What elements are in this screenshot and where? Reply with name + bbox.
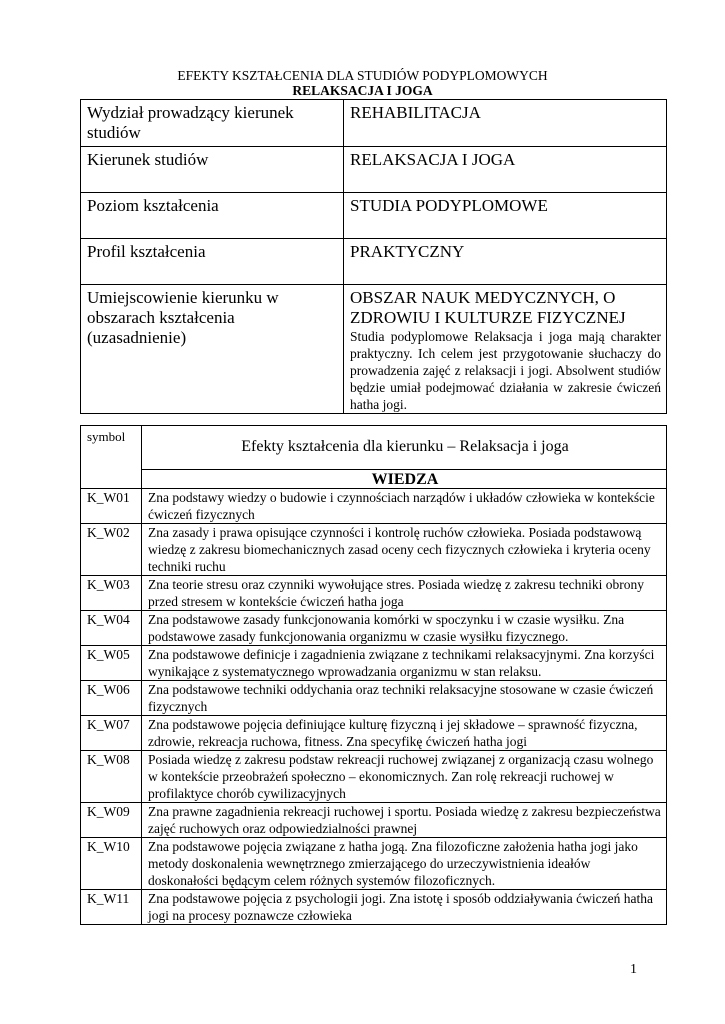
outcome-symbol: K_W07 (81, 716, 142, 751)
info-label: Profil kształcenia (81, 239, 344, 285)
table-row (81, 147, 667, 193)
info-value: RELAKSACJA I JOGA (344, 147, 667, 193)
section-heading: WIEDZA (142, 470, 667, 489)
info-value: PRAKTYCZNY (344, 239, 667, 285)
document-subtitle: RELAKSACJA I JOGA (292, 83, 433, 98)
info-value: OBSZAR NAUK MEDYCZNYCH, O ZDROWIU I KULTURZE FIZYCZNEJ (350, 288, 626, 327)
outcome-text: Zna podstawowe definicje i zagadnienia związane z technikami relaksacyjnymi. Zna korzyści wynikające z systematycznego wprowadzania organizmu w stan relaksu. (142, 646, 667, 681)
table-row (81, 838, 667, 890)
table-row (81, 803, 667, 838)
info-value-cell (344, 285, 667, 414)
section-row (81, 470, 667, 489)
table-row (81, 100, 667, 147)
info-label: Poziom kształcenia (81, 193, 344, 239)
outcome-symbol: K_W01 (81, 489, 142, 524)
info-label: Umiejscowienie kierunku w obszarach kształcenia (uzasadnienie) (81, 285, 344, 414)
table-header-row (81, 426, 667, 470)
outcome-text: Zna podstawowe techniki oddychania oraz techniki relaksacyjne stosowane w czasie ćwiczeń fizycznych (142, 681, 667, 716)
outcome-text: Zna prawne zagadnienia rekreacji ruchowej i sportu. Posiada wiedzę z zakresu bezpieczeństwa zajęć ruchowych oraz odpowiedzialności prawnej (142, 803, 667, 838)
table-row (81, 716, 667, 751)
outcome-symbol: K_W09 (81, 803, 142, 838)
table-row (81, 646, 667, 681)
info-label: Kierunek studiów (81, 147, 344, 193)
outcome-symbol: K_W06 (81, 681, 142, 716)
program-info-table (80, 99, 667, 414)
table-row (81, 681, 667, 716)
table-row (81, 576, 667, 611)
outcome-symbol: K_W10 (81, 838, 142, 890)
outcome-text: Posiada wiedzę z zakresu podstaw rekreacji ruchowej związanej z organizacją czasu wolnego w kontekście przeobrażeń społeczno – ekonomicznych. Zan rolę rekreacji ruchowej w profilaktyce chorób cywilizacyjnych (142, 751, 667, 803)
outcome-text: Zna podstawy wiedzy o budowie i czynnościach narządów i układów człowieka w kontekście ćwiczeń fizycznych (142, 489, 667, 524)
table-row (81, 751, 667, 803)
table-row (81, 193, 667, 239)
page-number: 1 (630, 962, 637, 977)
outcome-text: Zna podstawowe zasady funkcjonowania komórki w spoczynku i w czasie wysiłku. Zna podstawowe zasady funkcjonowania organizmu w czasie wysiłku fizycznego. (142, 611, 667, 646)
table-row (81, 489, 667, 524)
outcome-symbol: K_W03 (81, 576, 142, 611)
table-row (81, 890, 667, 925)
outcome-symbol: K_W08 (81, 751, 142, 803)
outcome-text: Zna podstawowe pojęcia definiujące kulturę fizyczną i jej składowe – sprawność fizyczna, zdrowie, rekreacja ruchowa, fitness. Zna specyfikę ćwiczeń hatha jogi (142, 716, 667, 751)
info-value: STUDIA PODYPLOMOWE (344, 193, 667, 239)
outcome-text: Zna podstawowe pojęcia z psychologii jogi. Zna istotę i sposób oddziaływania ćwiczeń hatha jogi na procesy poznawcze człowieka (142, 890, 667, 925)
table-row (81, 611, 667, 646)
table-row (81, 285, 667, 414)
document-title: EFEKTY KSZTAŁCENIA DLA STUDIÓW PODYPLOMOWYCH (177, 68, 548, 83)
table-title: Efekty kształcenia dla kierunku – Relaksacja i joga (142, 426, 667, 470)
table-row (81, 239, 667, 285)
outcome-symbol: K_W02 (81, 524, 142, 576)
info-label: Wydział prowadzący kierunek studiów (81, 100, 344, 147)
info-description: Studia podyplomowe Relaksacja i joga mają charakter praktyczny. Ich celem jest przygotowanie słuchaczy do prowadzenia zajęć z relaksacji i jogi. Absolwent studiów będzie umiał podejmować działania w zakresie ćwiczeń hatha jogi. (350, 329, 661, 412)
outcome-text: Zna zasady i prawa opisujące czynności i kontrolę ruchów człowieka. Posiada podstawową wiedzę z zakresu biomechanicznych zasad oceny cech fizycznych człowieka i kryteria oceny techniki ruchu (142, 524, 667, 576)
outcome-text: Zna teorie stresu oraz czynniki wywołujące stres. Posiada wiedzę z zakresu techniki obrony przed stresem w kontekście ćwiczeń hatha joga (142, 576, 667, 611)
info-value: REHABILITACJA (344, 100, 667, 147)
outcome-symbol: K_W04 (81, 611, 142, 646)
outcome-symbol: K_W05 (81, 646, 142, 681)
outcome-text: Zna podstawowe pojęcia związane z hatha jogą. Zna filozoficzne założenia hatha jogi jako metody doskonalenia wewnętrznego zmierzającego do urzeczywistnienia ideałów doskonałości będącym celem różnych systemów filozoficznych. (142, 838, 667, 890)
learning-outcomes-table (80, 425, 667, 925)
symbol-column-header: symbol (81, 426, 142, 489)
table-row (81, 524, 667, 576)
outcome-symbol: K_W11 (81, 890, 142, 925)
